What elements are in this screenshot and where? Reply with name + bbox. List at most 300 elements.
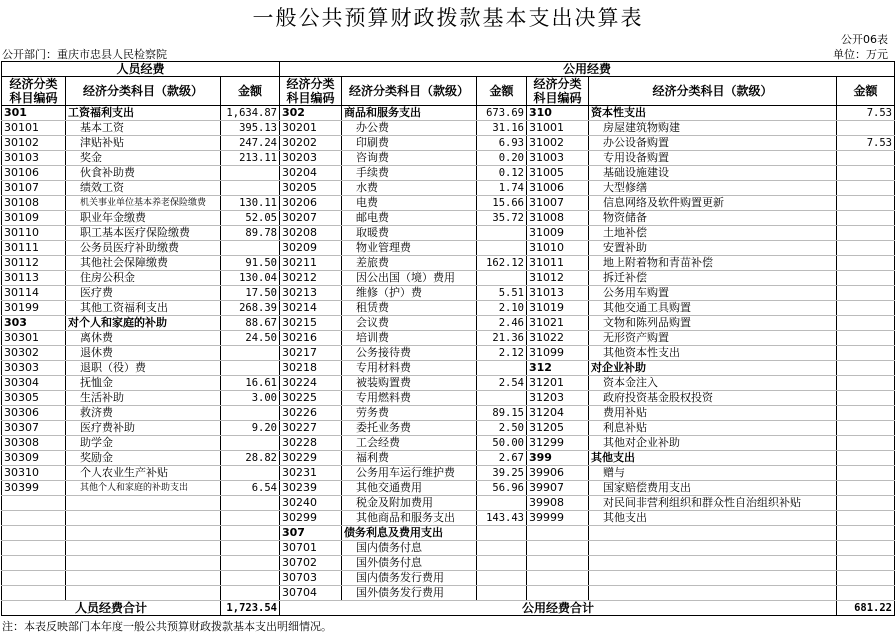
public-left-name-cell: 商品和服务支出 <box>342 106 477 121</box>
public-right-code-cell: 310 <box>527 106 589 121</box>
public-right-amount-cell <box>837 376 895 391</box>
public-right-amount-cell: 7.53 <box>837 136 895 151</box>
public-right-name-cell: 安置补助 <box>589 241 837 256</box>
public-left-code-cell: 30203 <box>280 151 342 166</box>
public-right-name-cell: 拆迁补偿 <box>589 271 837 286</box>
public-right-amount-cell <box>837 181 895 196</box>
public-right-name-cell: 办公设备购置 <box>589 136 837 151</box>
empty-cell <box>589 556 837 571</box>
public-left-code-cell: 30226 <box>280 406 342 421</box>
public-left-amount-cell: 2.67 <box>477 451 527 466</box>
personnel-name-cell: 其他工资福利支出 <box>66 301 221 316</box>
public-left-amount-cell: 21.36 <box>477 331 527 346</box>
public-left-code-cell: 30208 <box>280 226 342 241</box>
personnel-amount-cell <box>221 466 280 481</box>
expenditure-table <box>1 61 895 616</box>
public-left-name-cell: 咨询费 <box>342 151 477 166</box>
public-right-name-cell: 其他交通工具购置 <box>589 301 837 316</box>
table-row <box>2 346 895 361</box>
public-left-amount-cell <box>477 526 527 541</box>
unit-label: 单位：万元 <box>833 48 888 61</box>
col-amount-header: 金额 <box>837 77 895 106</box>
public-right-code-cell: 31022 <box>527 331 589 346</box>
personnel-name-cell: 退休费 <box>66 346 221 361</box>
personnel-name-cell: 工资福利支出 <box>66 106 221 121</box>
public-right-code-cell: 31009 <box>527 226 589 241</box>
public-left-amount-cell: 2.46 <box>477 316 527 331</box>
public-left-amount-cell: 31.16 <box>477 121 527 136</box>
public-left-code-cell: 30240 <box>280 496 342 511</box>
personnel-amount-cell: 24.50 <box>221 331 280 346</box>
public-right-amount-cell <box>837 436 895 451</box>
personnel-code-cell: 30110 <box>2 226 66 241</box>
public-right-name-cell: 资本性支出 <box>589 106 837 121</box>
public-left-amount-cell <box>477 541 527 556</box>
personnel-code-cell: 30304 <box>2 376 66 391</box>
public-right-amount-cell <box>837 406 895 421</box>
col-name-header: 经济分类科目（款级） <box>342 77 477 106</box>
empty-cell <box>837 541 895 556</box>
public-right-name-cell: 无形资产购置 <box>589 331 837 346</box>
public-right-code-cell: 31011 <box>527 256 589 271</box>
empty-cell <box>527 541 589 556</box>
public-left-code-cell: 30202 <box>280 136 342 151</box>
public-right-code-cell: 399 <box>527 451 589 466</box>
empty-cell <box>221 496 280 511</box>
public-right-code-cell: 31006 <box>527 181 589 196</box>
personnel-amount-cell <box>221 346 280 361</box>
col-name-header: 经济分类科目（款级） <box>66 77 221 106</box>
personnel-name-cell: 退职（役）费 <box>66 361 221 376</box>
public-left-code-cell: 30215 <box>280 316 342 331</box>
public-right-name-cell: 其他支出 <box>589 511 837 526</box>
public-left-amount-cell: 15.66 <box>477 196 527 211</box>
public-right-amount-cell <box>837 301 895 316</box>
personnel-name-cell: 助学金 <box>66 436 221 451</box>
personnel-amount-cell: 88.67 <box>221 316 280 331</box>
public-left-code-cell: 30213 <box>280 286 342 301</box>
public-left-name-cell: 邮电费 <box>342 211 477 226</box>
table-row <box>2 511 895 526</box>
public-left-code-cell: 30703 <box>280 571 342 586</box>
personnel-name-cell: 抚恤金 <box>66 376 221 391</box>
personnel-amount-cell: 28.82 <box>221 451 280 466</box>
public-right-code-cell: 31019 <box>527 301 589 316</box>
personnel-total-value: 1,723.54 <box>221 601 280 616</box>
public-left-name-cell: 国内债务发行费用 <box>342 571 477 586</box>
personnel-name-cell: 离休费 <box>66 331 221 346</box>
public-left-code-cell: 30206 <box>280 196 342 211</box>
empty-cell <box>2 526 66 541</box>
public-right-name-cell: 其他支出 <box>589 451 837 466</box>
public-left-name-cell: 手续费 <box>342 166 477 181</box>
empty-cell <box>2 541 66 556</box>
table-row <box>2 436 895 451</box>
public-left-name-cell: 办公费 <box>342 121 477 136</box>
public-left-name-cell: 专用燃料费 <box>342 391 477 406</box>
public-right-name-cell: 其他对企业补助 <box>589 436 837 451</box>
empty-cell <box>527 586 589 601</box>
table-row <box>2 121 895 136</box>
table-row <box>2 181 895 196</box>
table-row <box>2 316 895 331</box>
public-right-code-cell: 39999 <box>527 511 589 526</box>
public-left-code-cell: 307 <box>280 526 342 541</box>
public-right-amount-cell <box>837 496 895 511</box>
personnel-name-cell: 津贴补贴 <box>66 136 221 151</box>
personnel-name-cell: 住房公积金 <box>66 271 221 286</box>
public-left-amount-cell: 5.51 <box>477 286 527 301</box>
table-row <box>2 241 895 256</box>
public-right-code-cell: 31010 <box>527 241 589 256</box>
table-row <box>2 586 895 601</box>
table-row <box>2 571 895 586</box>
personnel-amount-cell <box>221 406 280 421</box>
public-right-code-cell: 31203 <box>527 391 589 406</box>
public-left-name-cell: 印刷费 <box>342 136 477 151</box>
public-left-code-cell: 30209 <box>280 241 342 256</box>
personnel-amount-cell: 6.54 <box>221 481 280 496</box>
personnel-amount-cell <box>221 166 280 181</box>
public-left-code-cell: 30211 <box>280 256 342 271</box>
public-left-amount-cell <box>477 571 527 586</box>
personnel-name-cell: 职业年金缴费 <box>66 211 221 226</box>
personnel-name-cell: 奖金 <box>66 151 221 166</box>
personnel-name-cell: 奖励金 <box>66 451 221 466</box>
public-right-name-cell: 信息网络及软件购置更新 <box>589 196 837 211</box>
public-left-name-cell: 劳务费 <box>342 406 477 421</box>
table-row <box>2 376 895 391</box>
public-left-name-cell: 培训费 <box>342 331 477 346</box>
public-left-amount-cell: 56.96 <box>477 481 527 496</box>
public-right-code-cell: 31099 <box>527 346 589 361</box>
public-left-code-cell: 30229 <box>280 451 342 466</box>
personnel-code-cell: 30109 <box>2 211 66 226</box>
empty-cell <box>2 556 66 571</box>
public-right-name-cell: 房屋建筑物购建 <box>589 121 837 136</box>
personnel-name-cell: 其他社会保障缴费 <box>66 256 221 271</box>
public-right-code-cell: 31013 <box>527 286 589 301</box>
public-right-amount-cell <box>837 466 895 481</box>
public-right-code-cell: 312 <box>527 361 589 376</box>
public-right-amount-cell <box>837 166 895 181</box>
empty-cell <box>527 571 589 586</box>
public-right-amount-cell <box>837 271 895 286</box>
table-row <box>2 286 895 301</box>
personnel-section-header: 人员经费 <box>2 62 280 77</box>
col-amount-header: 金额 <box>477 77 527 106</box>
personnel-code-cell: 30107 <box>2 181 66 196</box>
personnel-amount-cell: 268.39 <box>221 301 280 316</box>
public-left-code-cell: 30207 <box>280 211 342 226</box>
public-right-code-cell: 31021 <box>527 316 589 331</box>
department-label: 公开部门：重庆市忠县人民检察院 <box>2 48 167 61</box>
table-row <box>2 391 895 406</box>
public-left-amount-cell: 35.72 <box>477 211 527 226</box>
public-left-name-cell: 水费 <box>342 181 477 196</box>
table-body <box>2 106 895 601</box>
public-left-name-cell: 维修（护）费 <box>342 286 477 301</box>
public-left-name-cell: 其他商品和服务支出 <box>342 511 477 526</box>
public-left-name-cell: 电费 <box>342 196 477 211</box>
col-code-header: 经济分类科目编码 <box>527 77 589 106</box>
col-code-header: 经济分类科目编码 <box>2 77 66 106</box>
public-right-name-cell: 赠与 <box>589 466 837 481</box>
public-left-name-cell: 工会经费 <box>342 436 477 451</box>
table-row <box>2 406 895 421</box>
personnel-name-cell: 伙食补助费 <box>66 166 221 181</box>
personnel-code-cell: 30306 <box>2 406 66 421</box>
personnel-name-cell: 基本工资 <box>66 121 221 136</box>
public-left-code-cell: 30702 <box>280 556 342 571</box>
personnel-code-cell: 30399 <box>2 481 66 496</box>
empty-cell <box>221 526 280 541</box>
public-right-code-cell: 31205 <box>527 421 589 436</box>
empty-cell <box>66 511 221 526</box>
public-left-amount-cell: 6.93 <box>477 136 527 151</box>
empty-cell <box>589 571 837 586</box>
public-right-name-cell: 基础设施建设 <box>589 166 837 181</box>
public-left-code-cell: 30218 <box>280 361 342 376</box>
public-left-code-cell: 30231 <box>280 466 342 481</box>
personnel-code-cell: 30108 <box>2 196 66 211</box>
public-left-name-cell: 公务用车运行维护费 <box>342 466 477 481</box>
personnel-amount-cell: 1,634.87 <box>221 106 280 121</box>
public-right-name-cell: 资本金注入 <box>589 376 837 391</box>
empty-cell <box>66 586 221 601</box>
personnel-code-cell: 30113 <box>2 271 66 286</box>
public-right-name-cell: 公务用车购置 <box>589 286 837 301</box>
public-left-name-cell: 取暖费 <box>342 226 477 241</box>
public-left-amount-cell: 50.00 <box>477 436 527 451</box>
public-left-code-cell: 30228 <box>280 436 342 451</box>
personnel-amount-cell <box>221 361 280 376</box>
public-right-amount-cell <box>837 286 895 301</box>
public-left-name-cell: 物业管理费 <box>342 241 477 256</box>
public-right-amount-cell <box>837 316 895 331</box>
empty-cell <box>66 571 221 586</box>
public-right-name-cell: 国家赔偿费用支出 <box>589 481 837 496</box>
personnel-amount-cell: 17.50 <box>221 286 280 301</box>
public-left-amount-cell: 0.12 <box>477 166 527 181</box>
personnel-name-cell: 生活补助 <box>66 391 221 406</box>
report-title: 一般公共预算财政拨款基本支出决算表 <box>252 6 644 30</box>
table-row <box>2 256 895 271</box>
personnel-code-cell: 30309 <box>2 451 66 466</box>
public-left-amount-cell <box>477 271 527 286</box>
public-left-amount-cell: 2.10 <box>477 301 527 316</box>
public-left-name-cell: 国外债务发行费用 <box>342 586 477 601</box>
personnel-amount-cell: 9.20 <box>221 421 280 436</box>
public-right-code-cell: 31001 <box>527 121 589 136</box>
public-left-code-cell: 30225 <box>280 391 342 406</box>
col-code-header: 经济分类科目编码 <box>280 77 342 106</box>
public-total-label: 公用经费合计 <box>280 601 837 616</box>
empty-cell <box>221 556 280 571</box>
personnel-name-cell: 其他个人和家庭的补助支出 <box>66 481 221 496</box>
public-left-code-cell: 30205 <box>280 181 342 196</box>
public-right-code-cell: 31008 <box>527 211 589 226</box>
personnel-code-cell: 30305 <box>2 391 66 406</box>
public-left-code-cell: 30212 <box>280 271 342 286</box>
personnel-amount-cell <box>221 241 280 256</box>
col-name-header: 经济分类科目（款级） <box>589 77 837 106</box>
public-left-amount-cell: 143.43 <box>477 511 527 526</box>
public-right-name-cell: 费用补贴 <box>589 406 837 421</box>
public-left-name-cell: 其他交通费用 <box>342 481 477 496</box>
personnel-amount-cell: 16.61 <box>221 376 280 391</box>
public-right-amount-cell <box>837 211 895 226</box>
public-left-name-cell: 福利费 <box>342 451 477 466</box>
personnel-code-cell: 301 <box>2 106 66 121</box>
personnel-amount-cell: 3.00 <box>221 391 280 406</box>
public-left-name-cell: 专用材料费 <box>342 361 477 376</box>
public-left-amount-cell: 0.20 <box>477 151 527 166</box>
table-row <box>2 211 895 226</box>
personnel-amount-cell: 247.24 <box>221 136 280 151</box>
public-right-amount-cell <box>837 196 895 211</box>
public-left-name-cell: 债务利息及费用支出 <box>342 526 477 541</box>
table-row <box>2 331 895 346</box>
public-right-amount-cell <box>837 481 895 496</box>
public-right-amount-cell <box>837 421 895 436</box>
empty-cell <box>2 496 66 511</box>
col-amount-header: 金额 <box>221 77 280 106</box>
empty-cell <box>66 556 221 571</box>
public-left-amount-cell: 673.69 <box>477 106 527 121</box>
public-left-name-cell: 会议费 <box>342 316 477 331</box>
public-left-amount-cell <box>477 391 527 406</box>
personnel-code-cell: 30102 <box>2 136 66 151</box>
public-right-amount-cell <box>837 511 895 526</box>
empty-cell <box>589 526 837 541</box>
public-right-name-cell: 对企业补助 <box>589 361 837 376</box>
public-left-code-cell: 30239 <box>280 481 342 496</box>
public-right-code-cell: 31007 <box>527 196 589 211</box>
public-left-code-cell: 30299 <box>280 511 342 526</box>
empty-cell <box>66 526 221 541</box>
personnel-amount-cell <box>221 181 280 196</box>
public-left-name-cell: 委托业务费 <box>342 421 477 436</box>
table-row <box>2 541 895 556</box>
personnel-code-cell: 30303 <box>2 361 66 376</box>
table-row <box>2 451 895 466</box>
public-left-code-cell: 30227 <box>280 421 342 436</box>
public-right-amount-cell <box>837 226 895 241</box>
personnel-code-cell: 30301 <box>2 331 66 346</box>
empty-cell <box>221 511 280 526</box>
public-left-code-cell: 30224 <box>280 376 342 391</box>
table-row <box>2 151 895 166</box>
empty-cell <box>589 541 837 556</box>
table-row <box>2 301 895 316</box>
personnel-code-cell: 30199 <box>2 301 66 316</box>
public-left-amount-cell: 89.15 <box>477 406 527 421</box>
personnel-code-cell: 30308 <box>2 436 66 451</box>
empty-cell <box>527 556 589 571</box>
empty-cell <box>527 526 589 541</box>
public-left-amount-cell <box>477 586 527 601</box>
empty-cell <box>589 586 837 601</box>
empty-cell <box>2 511 66 526</box>
personnel-amount-cell: 395.13 <box>221 121 280 136</box>
table-row <box>2 271 895 286</box>
empty-cell <box>837 571 895 586</box>
public-left-amount-cell: 39.25 <box>477 466 527 481</box>
public-right-code-cell: 31005 <box>527 166 589 181</box>
public-left-code-cell: 30217 <box>280 346 342 361</box>
personnel-name-cell: 救济费 <box>66 406 221 421</box>
public-left-code-cell: 30201 <box>280 121 342 136</box>
public-left-name-cell: 差旅费 <box>342 256 477 271</box>
empty-cell <box>221 541 280 556</box>
personnel-code-cell: 30114 <box>2 286 66 301</box>
personnel-amount-cell: 91.50 <box>221 256 280 271</box>
public-right-name-cell: 政府投资基金股权投资 <box>589 391 837 406</box>
public-left-amount-cell: 2.12 <box>477 346 527 361</box>
public-left-name-cell: 国外债务付息 <box>342 556 477 571</box>
personnel-amount-cell: 130.11 <box>221 196 280 211</box>
table-row <box>2 226 895 241</box>
public-left-amount-cell <box>477 226 527 241</box>
public-right-name-cell: 土地补偿 <box>589 226 837 241</box>
public-right-name-cell: 利息补贴 <box>589 421 837 436</box>
personnel-code-cell: 30101 <box>2 121 66 136</box>
public-right-amount-cell <box>837 391 895 406</box>
public-left-code-cell: 302 <box>280 106 342 121</box>
public-right-code-cell: 31012 <box>527 271 589 286</box>
public-right-name-cell: 地上附着物和青苗补偿 <box>589 256 837 271</box>
public-left-name-cell: 公务接待费 <box>342 346 477 361</box>
public-left-name-cell: 被装购置费 <box>342 376 477 391</box>
table-row <box>2 106 895 121</box>
empty-cell <box>837 556 895 571</box>
personnel-name-cell: 医疗费 <box>66 286 221 301</box>
public-right-amount-cell: 7.53 <box>837 106 895 121</box>
table-row <box>2 496 895 511</box>
public-right-code-cell: 31204 <box>527 406 589 421</box>
public-right-code-cell: 39907 <box>527 481 589 496</box>
public-left-code-cell: 30216 <box>280 331 342 346</box>
public-right-code-cell: 31003 <box>527 151 589 166</box>
personnel-code-cell: 30112 <box>2 256 66 271</box>
public-left-code-cell: 30704 <box>280 586 342 601</box>
public-left-code-cell: 30701 <box>280 541 342 556</box>
public-right-code-cell: 31002 <box>527 136 589 151</box>
empty-cell <box>2 571 66 586</box>
personnel-name-cell: 对个人和家庭的补助 <box>66 316 221 331</box>
personnel-total-label: 人员经费合计 <box>2 601 221 616</box>
empty-cell <box>837 586 895 601</box>
footnote: 注：本表反映部门本年度一般公共预算财政拨款基本支出明细情况。 <box>2 620 332 633</box>
public-right-name-cell: 文物和陈列品购置 <box>589 316 837 331</box>
personnel-name-cell: 职工基本医疗保险缴费 <box>66 226 221 241</box>
empty-cell <box>2 586 66 601</box>
public-total-value: 681.22 <box>837 601 895 616</box>
public-left-amount-cell: 2.50 <box>477 421 527 436</box>
personnel-amount-cell: 130.04 <box>221 271 280 286</box>
public-right-amount-cell <box>837 331 895 346</box>
public-right-amount-cell <box>837 361 895 376</box>
personnel-name-cell: 医疗费补助 <box>66 421 221 436</box>
personnel-amount-cell: 52.05 <box>221 211 280 226</box>
table-row <box>2 421 895 436</box>
public-left-amount-cell: 2.54 <box>477 376 527 391</box>
public-right-code-cell: 39906 <box>527 466 589 481</box>
empty-cell <box>221 571 280 586</box>
personnel-amount-cell: 213.11 <box>221 151 280 166</box>
public-right-code-cell: 39908 <box>527 496 589 511</box>
